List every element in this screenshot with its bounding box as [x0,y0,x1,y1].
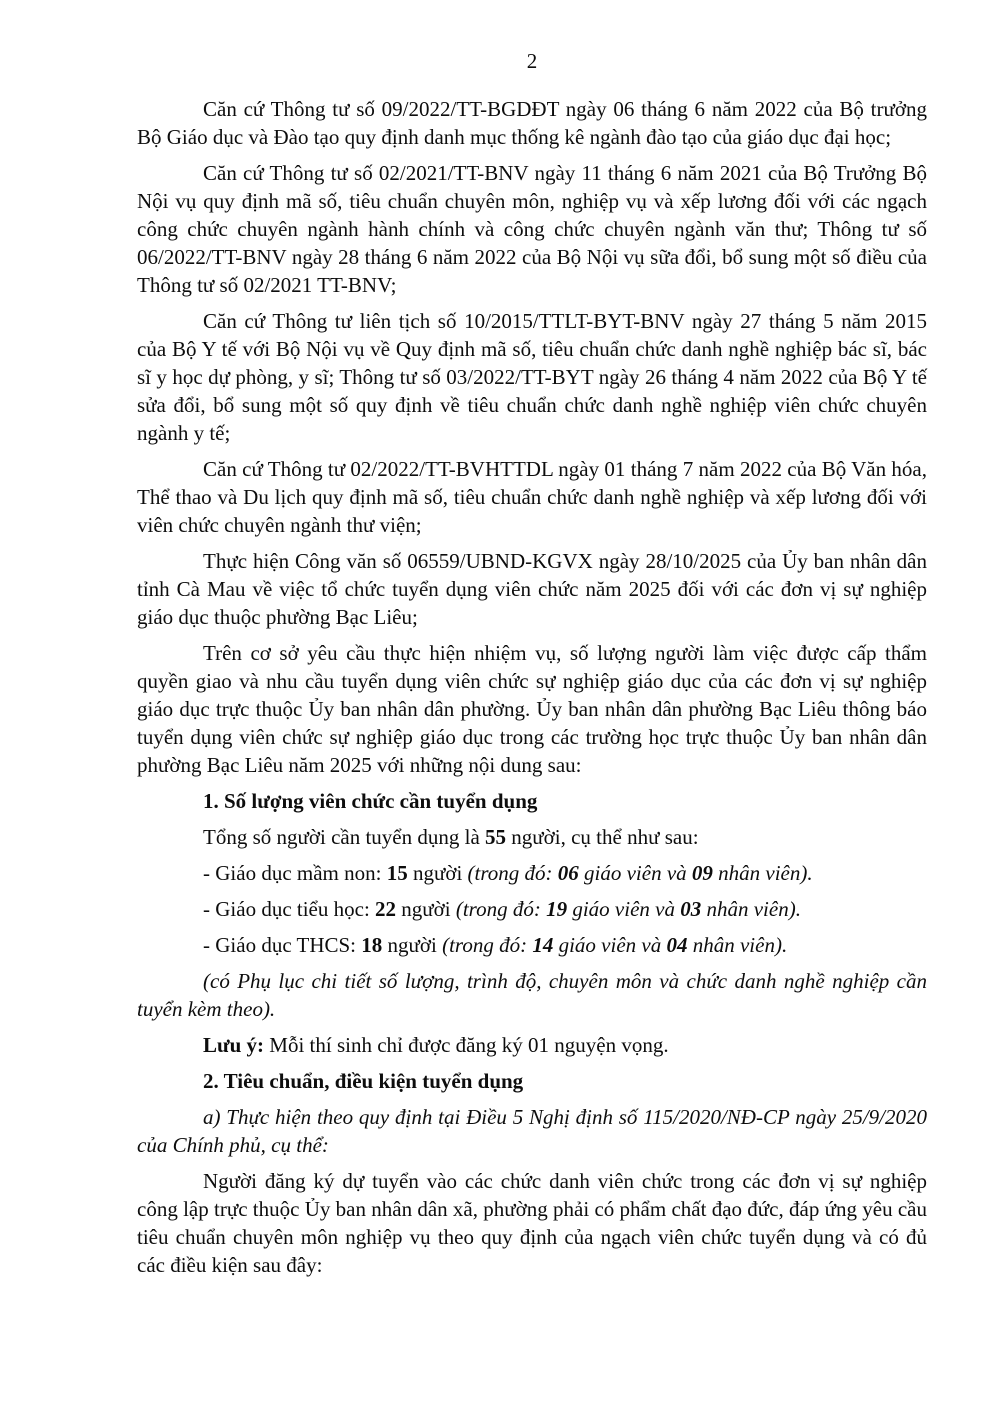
page-number: 2 [526,49,538,73]
text-run: Căn cứ Thông tư số 09/2022/TT-BGDĐT ngày 06 tháng 6 năm 2022 của Bộ trưởng Bộ Giáo dục và Đào tạo quy định danh mục thống kê ngành đào tạo của giáo dục đại học; [137,97,927,149]
text-run: 04 [666,933,688,957]
text-run: Mỗi thí sinh chỉ được đăng ký 01 nguyện vọng. [264,1033,669,1057]
text-run: (trong đó: [455,897,547,921]
text-run: nhân viên). [701,897,801,921]
text-run: Người đăng ký dự tuyển vào các chức danh viên chức trong các đơn vị sự nghiệp công lập trực thuộc Ủy ban nhân dân xã, phường phải có phẩm chất đạo đức, đáp ứng yêu cầu tiêu chuẩn chuyên môn nghiệp vụ theo quy định của ngạch viên chức tuyển dụng và có đủ các điều kiện sau đây: [137,1169,927,1277]
text-run: Tổng số người cần tuyển dụng là [203,825,486,849]
paragraph [137,859,927,887]
text-run: nhân viên). [712,861,813,885]
text-run: Thực hiện Công văn số 06559/UBND-KGVX ngày 28/10/2025 của Ủy ban nhân dân tỉnh Cà Mau về việc tổ chức tuyển dụng viên chức năm 2025 đối với các đơn vị sự nghiệp giáo dục thuộc phường Bạc Liêu; [137,549,927,629]
text-run: 55 [485,825,507,849]
section-heading [137,787,927,815]
paragraph [137,639,927,779]
paragraph [137,931,927,959]
paragraph [137,95,927,151]
text-run: Trên cơ sở yêu cầu thực hiện nhiệm vụ, số lượng người làm việc được cấp thẩm quyền giao và nhu cầu tuyển dụng viên chức sự nghiệp giáo dục của các đơn vị sự nghiệp giáo dục trực thuộc Ủy ban nhân dân phường. Ủy ban nhân dân phường Bạc Liêu thông báo tuyển dụng viên chức sự nghiệp giáo dục trong các trường học trực thuộc Ủy ban nhân dân phường Bạc Liêu năm 2025 với những nội dung sau: [137,641,927,777]
text-run: người [407,861,468,885]
paragraph [137,895,927,923]
text-run: giáo viên và [567,897,681,921]
text-run: Căn cứ Thông tư 02/2022/TT-BVHTTDL ngày 01 tháng 7 năm 2022 của Bộ Văn hóa, Thể thao và Du lịch quy định mã số, tiêu chuẩn chức danh nghề nghiệp và xếp lương đối với viên chức chuyên ngành thư viện; [137,457,927,537]
text-run: giáo viên và [553,933,667,957]
paragraph [137,967,927,1023]
text-run: 1. Số lượng viên chức cần tuyển dụng [203,789,538,813]
text-run: nhân viên). [687,933,788,957]
text-run: 18 [361,933,383,957]
text-run: (có Phụ lục chi tiết số lượng, trình độ, chuyên môn và chức danh nghề nghiệp cần tuyển kèm theo). [137,969,927,1021]
paragraph [137,1103,927,1159]
text-run: - Giáo dục THCS: [203,933,362,957]
text-run: 06 [557,861,579,885]
text-run: 14 [532,933,554,957]
text-run: Căn cứ Thông tư liên tịch số 10/2015/TTLT-BYT-BNV ngày 27 tháng 5 năm 2015 của Bộ Y tế với Bộ Nội vụ về Quy định mã số, tiêu chuẩn chức danh nghề nghiệp bác sĩ, bác sĩ y học dự phòng, y sĩ; Thông tư số 03/2022/TT-BYT ngày 26 tháng 4 năm 2022 của Bộ Y tế sửa đổi, bổ sung một số quy định về tiêu chuẩn chức danh nghề nghiệp viên chức chuyên ngành y tế; [137,309,927,445]
text-run: (trong đó: [442,933,533,957]
document-body [137,95,927,1279]
section-heading [137,1067,927,1095]
text-run: (trong đó: [467,861,558,885]
paragraph [137,1031,927,1059]
text-run: a) Thực hiện theo quy định tại Điều 5 Nghị định số 115/2020/NĐ-CP ngày 25/9/2020 của Chính phủ, cụ thể: [137,1105,927,1157]
text-run: Căn cứ Thông tư số 02/2021/TT-BNV ngày 11 tháng 6 năm 2021 của Bộ Trưởng Bộ Nội vụ quy định mã số, tiêu chuẩn chuyên môn, nghiệp vụ và xếp lương đối với các ngạch công chức chuyên ngành hành chính và công chức chuyên ngành văn thư; Thông tư số 06/2022/TT-BNV ngày 28 tháng 6 năm 2022 của Bộ Nội vụ sữa đổi, bổ sung một số điều của Thông tư số 02/2021 TT-BNV; [137,161,927,297]
text-run: 03 [680,897,702,921]
text-run: người, cụ thể như sau: [506,825,699,849]
paragraph [137,455,927,539]
text-run: - Giáo dục mầm non: [203,861,387,885]
paragraph [137,547,927,631]
text-run: 2. Tiêu chuẩn, điều kiện tuyển dụng [203,1069,524,1093]
text-run: 09 [691,861,713,885]
text-run: 22 [375,897,397,921]
text-run: Lưu ý: [203,1033,265,1057]
text-run: 19 [546,897,568,921]
text-run: - Giáo dục tiểu học: [203,897,376,921]
paragraph [137,1167,927,1279]
paragraph [137,307,927,447]
text-run: người [396,897,456,921]
text-run: giáo viên và [578,861,692,885]
paragraph [137,159,927,299]
text-run: 15 [386,861,408,885]
text-run: người [382,933,443,957]
paragraph [137,823,927,851]
